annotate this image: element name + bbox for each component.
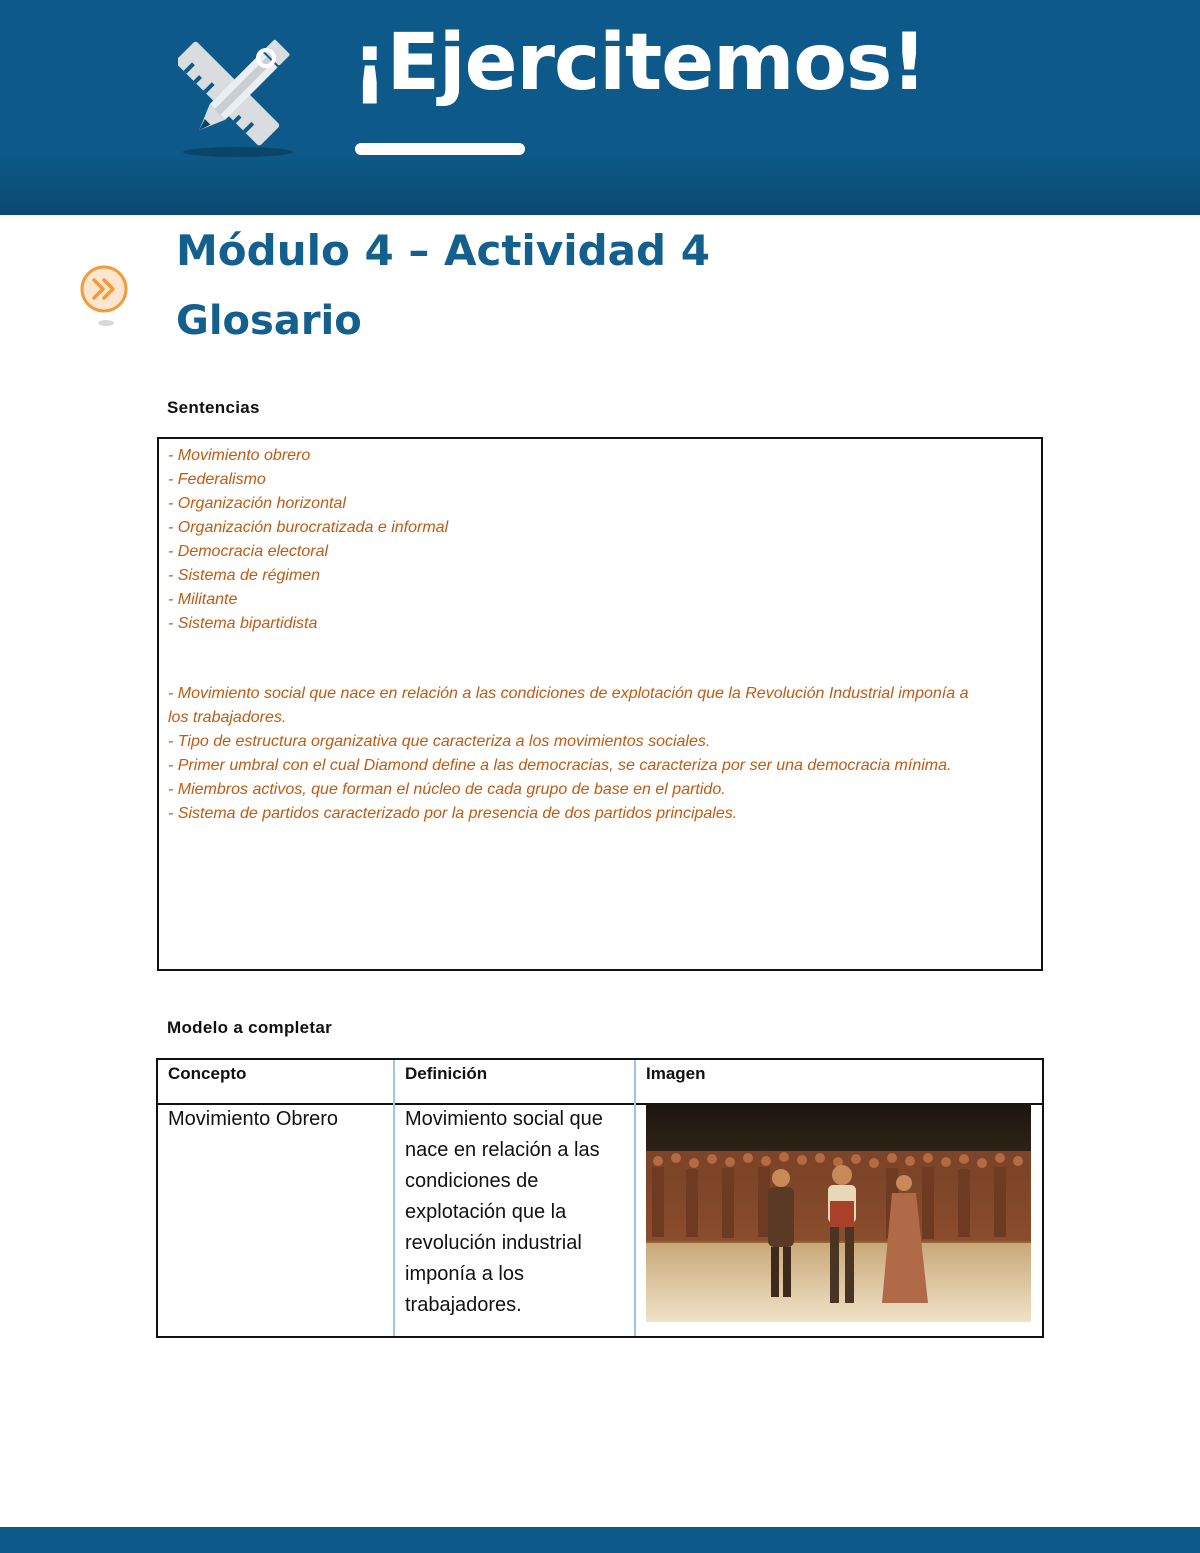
pencil-ruler-icon — [178, 30, 298, 160]
column-header-definition: Definición — [405, 1064, 488, 1083]
header-banner — [0, 0, 1200, 215]
sentences-box — [157, 437, 1043, 971]
column-header-image: Imagen — [646, 1064, 706, 1083]
table-header-row — [158, 1060, 1042, 1105]
term-item: - Organización burocratizada e informal — [168, 519, 449, 536]
term-item: - Sistema bipartidista — [168, 615, 318, 632]
double-chevron-right-icon — [78, 262, 134, 328]
model-table — [156, 1058, 1044, 1338]
definition-item: - Miembros activos, que forman el núcleo de cada grupo de base en el partido. — [168, 781, 726, 798]
term-item: - Organización horizontal — [168, 495, 346, 512]
definition-item: - Tipo de estructura organizativa que caracteriza a los movimientos sociales. — [168, 733, 711, 750]
sentences-label: Sentencias — [167, 398, 260, 417]
term-item: - Sistema de régimen — [168, 567, 321, 584]
column-header-concept: Concepto — [168, 1064, 247, 1083]
term-list — [168, 444, 1028, 636]
footer-bar — [0, 1527, 1200, 1553]
definition-item: - Primer umbral con el cual Diamond define a las democracias, se caracteriza por ser una democracia mínima. — [168, 757, 952, 774]
model-label: Modelo a completar — [167, 1018, 333, 1037]
definition-item: - Movimiento social que nace en relación a las condiciones de explotación que la Revolución Industrial imponía a los trabajadores. — [168, 685, 969, 726]
term-item: - Federalismo — [168, 471, 266, 488]
definition-item: - Sistema de partidos caracterizado por la presencia de dos partidos principales. — [168, 805, 738, 822]
column-divider — [393, 1060, 395, 1336]
page-subtitle: Glosario — [176, 298, 362, 344]
term-item: - Movimiento obrero — [168, 447, 311, 464]
banner-underline — [355, 143, 525, 155]
term-item: - Militante — [168, 591, 238, 608]
banner-title: ¡Ejercitemos! — [352, 18, 926, 108]
concept-cell: Movimiento Obrero — [168, 1108, 339, 1130]
definition-cell: Movimiento social que nace en relación a las condiciones de explotación que la revolución industrial imponía a los trabajadores. — [405, 1108, 603, 1316]
term-item: - Democracia electoral — [168, 543, 329, 560]
page-title: Módulo 4 – Actividad 4 — [176, 226, 710, 275]
definition-list — [168, 682, 988, 826]
workers-march-painting — [646, 1103, 1031, 1322]
column-divider — [634, 1060, 636, 1336]
